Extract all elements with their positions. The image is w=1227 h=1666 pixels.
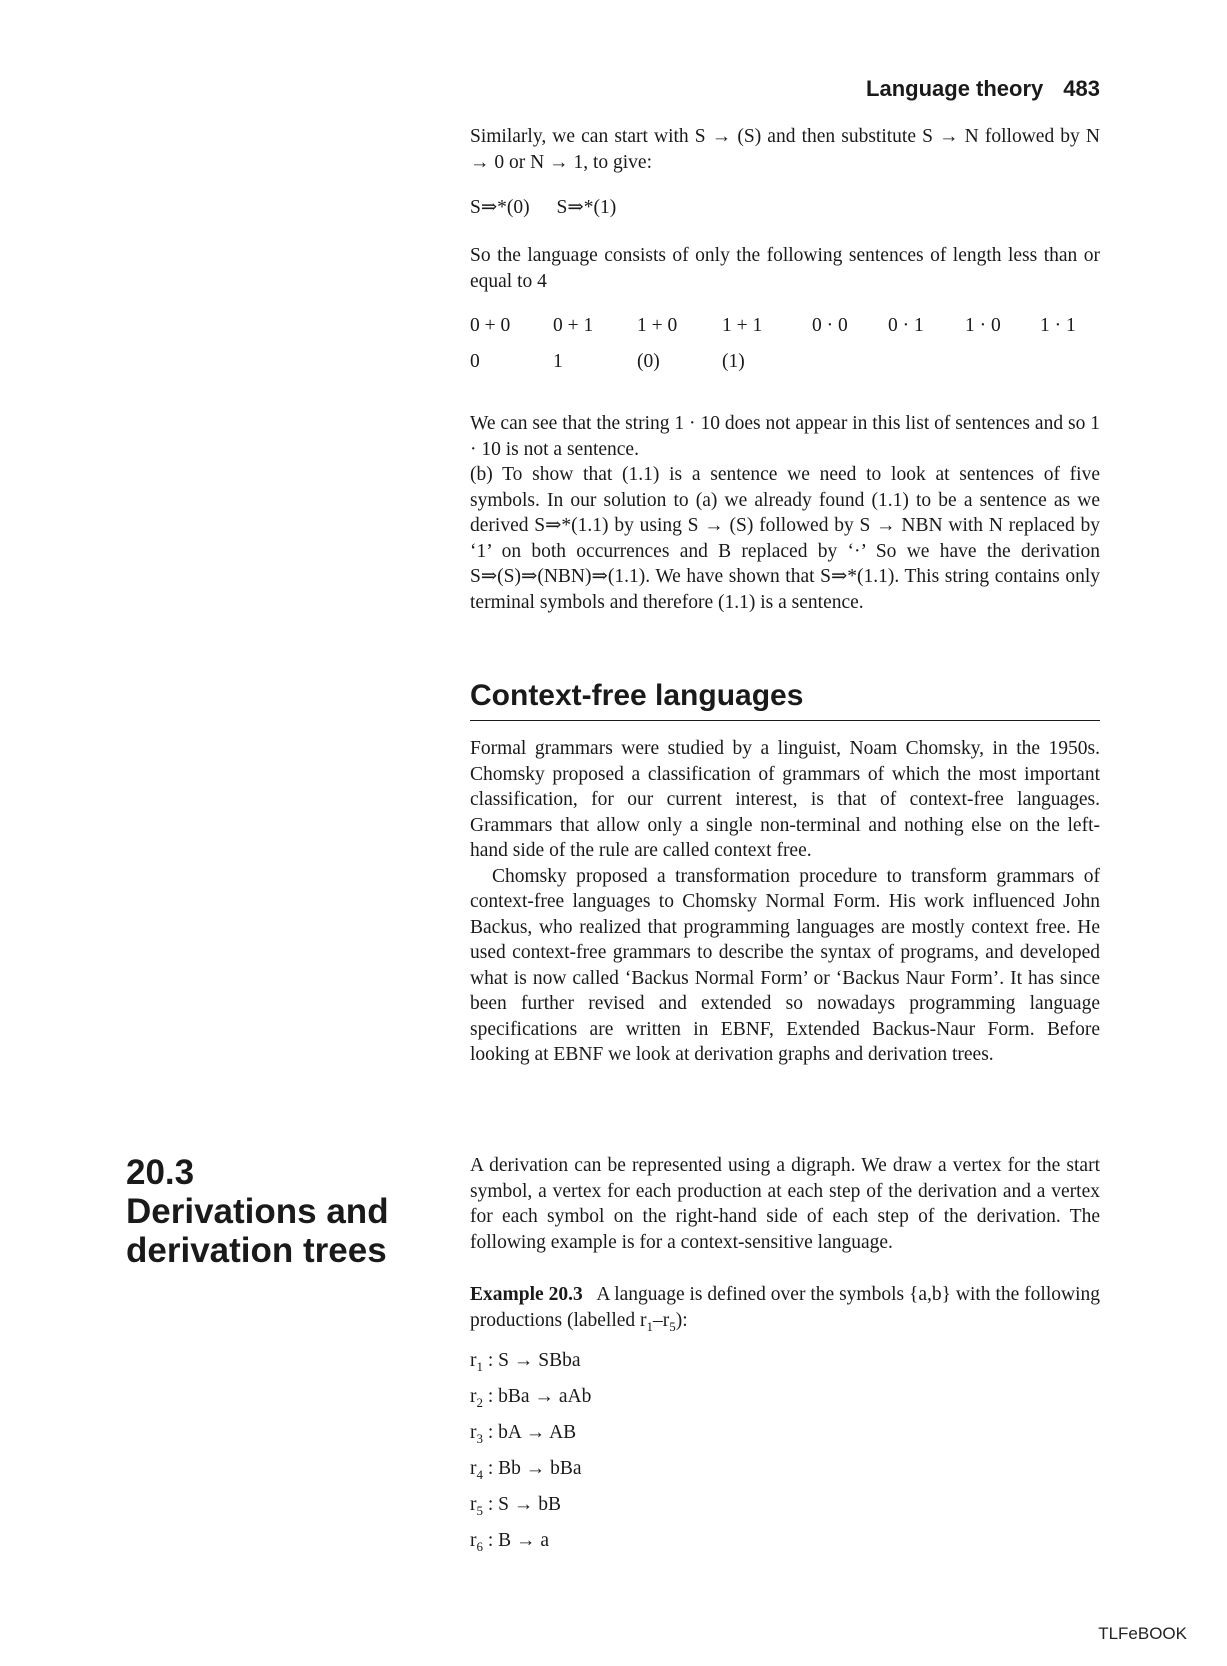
- sentence-item: 0 · 1: [888, 315, 924, 336]
- paragraph-similarly: [470, 124, 1100, 175]
- example-text: [470, 1282, 1100, 1339]
- sentence-item: 0 · 0: [812, 315, 848, 336]
- sentence-item: 0: [470, 351, 480, 372]
- sentence-item: 1 · 0: [965, 315, 1001, 336]
- paragraph-language: [470, 243, 1100, 294]
- example-label: Example 20.3: [470, 1284, 583, 1305]
- paragraph-language-text: So the language consists of only the following sentences of length less than or equal to 4: [470, 245, 1100, 292]
- example-block: [470, 1282, 1100, 1339]
- production-rule: $r_2$ : bBa → aAb: [470, 1386, 592, 1410]
- sentence-item: 1 + 1: [722, 315, 763, 336]
- production-rule: $r_6$ : B → a: [470, 1530, 550, 1554]
- paragraph-string-text: We can see that the string 1 · 10 does not appear in this list of sentences and so 1 · 10 is not a sentence.: [470, 413, 1100, 460]
- sentence-item: 0 + 0: [470, 315, 511, 336]
- example-range-end: 5: [669, 1318, 676, 1334]
- sentence-item: (0): [637, 351, 660, 372]
- sentence-item: (1): [722, 351, 745, 372]
- sentence-item: 1 + 0: [637, 315, 678, 336]
- paragraph-formal: [470, 736, 1100, 1068]
- paragraph-derivation-text: A derivation can be represented using a digraph. We draw a vertex for the start symbol, a vertex for each production at each step of the derivation and a vertex for each symbol on the right-hand side of each step of the derivation. The following example is for a context-sensitive language.: [470, 1155, 1100, 1253]
- sentence-item: 0 + 1: [553, 315, 594, 336]
- production-rule: $r_3$ : bA → AB: [470, 1422, 577, 1446]
- derivation-zero: S⇒*(0): [470, 197, 530, 218]
- paragraph-similarly-text: Similarly, we can start with S → (S) and then substitute S → N followed by N → 0 or N → 1, to give:: [470, 126, 1100, 173]
- derivation-one: S⇒*(1): [556, 197, 617, 218]
- running-header-title: Language theory: [866, 76, 1044, 101]
- paragraph-chomsky-text: Chomsky proposed a transformation procedure to transform grammars of context-free languages to Chomsky Normal Form. His work influenced John Backus, who realized that programming languages are mostly context free. He used context-free grammars to describe the syntax of programs, and developed what is now called ‘Backus Normal Form’ or ‘Backus Naur Form’. It has since been further revised and extended so nowadays programming language specifications are written in EBNF, Extended Backus-Naur Form. Before looking at EBNF we look at derivation graphs and derivation trees.: [470, 865, 1100, 1065]
- production-rule: $r_1$ : S → SBba: [470, 1350, 581, 1374]
- section-heading: [126, 1153, 446, 1270]
- page-number: 483: [1063, 76, 1100, 101]
- running-header: [470, 76, 1100, 102]
- paragraph-b-text: (b) To show that (1.1) is a sentence we need to look at sentences of five symbols. In our solution to (a) we already found (1.1) to be a sentence as we derived S⇒*(1.1) by using S → (S) followed by S → NBN with N replaced by ‘1’ on both occurrences and B replaced by ‘·’ So we have the derivation S⇒(S)⇒(NBN)⇒(1.1). We have shown that S⇒*(1.1). This string contains only terminal symbols and therefore (1.1) is a sentence.: [470, 464, 1100, 613]
- derivation-line: [470, 195, 616, 220]
- paragraph-string: [470, 411, 1100, 615]
- paragraph-formal-text: Formal grammars were studied by a linguist, Noam Chomsky, in the 1950s. Chomsky proposed a classification of grammars of which the most important classification, for our current interest, is that of context-free languages. Grammars that allow only a single non-terminal and nothing else on the left-hand side of the rule are called context free.: [470, 738, 1100, 861]
- example-dash: –r: [653, 1309, 670, 1331]
- section-title-line-1: Derivations and: [126, 1192, 389, 1231]
- heading-context-free-languages: Context-free languages: [470, 678, 1100, 721]
- production-rule: $r_4$ : Bb → bBa: [470, 1458, 582, 1482]
- example-tail: ):: [675, 1309, 688, 1331]
- section-title-line-2: derivation trees: [126, 1231, 387, 1270]
- sentence-item: 1: [553, 351, 563, 372]
- example-range-start: 1: [646, 1318, 654, 1334]
- sentence-item: 1 · 1: [1040, 315, 1076, 336]
- footer-watermark: TLFeBOOK: [1098, 1624, 1187, 1643]
- section-number: 20.3: [126, 1153, 195, 1192]
- paragraph-derivation: [470, 1153, 1100, 1255]
- production-rule: $r_5$ : S → bB: [470, 1494, 562, 1518]
- example-body: A language is defined over the symbols {a,b} with the following productions (labelled r: [470, 1284, 1100, 1331]
